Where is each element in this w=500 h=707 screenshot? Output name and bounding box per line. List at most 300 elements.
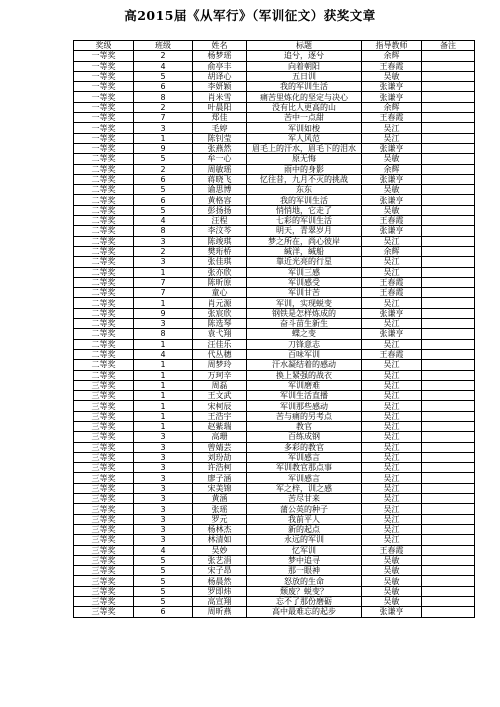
award-level-cell: 二等奖 xyxy=(74,360,134,370)
remarks-cell xyxy=(422,401,475,411)
teacher-cell: 余辉 xyxy=(362,102,422,112)
student-name-cell: 杨梦瑶 xyxy=(193,51,247,61)
teacher-cell: 吴江 xyxy=(362,524,422,534)
remarks-cell xyxy=(422,154,475,164)
table-row xyxy=(74,123,475,133)
teacher-cell: 吴敏 xyxy=(362,154,422,164)
table-row xyxy=(74,360,475,370)
remarks-cell xyxy=(422,164,475,174)
teacher-cell: 张谦亨 xyxy=(362,143,422,153)
student-name-cell: 叶晨阳 xyxy=(193,102,247,112)
remarks-cell xyxy=(422,82,475,92)
teacher-cell: 吴江 xyxy=(362,380,422,390)
table-row xyxy=(74,113,475,123)
award-level-cell: 二等奖 xyxy=(74,288,134,298)
teacher-cell: 王春霞 xyxy=(362,288,422,298)
essay-title-cell: 眉毛上的汗水，眉毛下的泪水 xyxy=(247,143,362,153)
remarks-cell xyxy=(422,545,475,555)
table-row xyxy=(74,401,475,411)
class-cell: 2 xyxy=(134,164,193,174)
table-row xyxy=(74,473,475,483)
remarks-cell xyxy=(422,102,475,112)
class-cell: 5 xyxy=(134,185,193,195)
student-name-cell: 俞亭丰 xyxy=(193,61,247,71)
remarks-cell xyxy=(422,339,475,349)
table-row xyxy=(74,432,475,442)
essay-title-cell: 向着朝阳 xyxy=(247,61,362,71)
class-cell: 5 xyxy=(134,154,193,164)
award-level-cell: 三等奖 xyxy=(74,442,134,452)
remarks-cell xyxy=(422,535,475,545)
class-cell: 7 xyxy=(134,277,193,287)
remarks-cell xyxy=(422,411,475,421)
award-level-cell: 一等奖 xyxy=(74,123,134,133)
remarks-cell xyxy=(422,185,475,195)
essay-title-cell: 苦与痛的另考点 xyxy=(247,411,362,421)
student-name-cell: 肖元源 xyxy=(193,298,247,308)
remarks-cell xyxy=(422,92,475,102)
class-cell: 1 xyxy=(134,133,193,143)
essay-title-cell: 换上紧强的战衣 xyxy=(247,370,362,380)
student-name-cell: 杨晨然 xyxy=(193,576,247,586)
table-row xyxy=(74,576,475,586)
student-name-cell: 宋柯辰 xyxy=(193,401,247,411)
student-name-cell: 黄涵 xyxy=(193,494,247,504)
table-row xyxy=(74,71,475,81)
award-level-cell: 二等奖 xyxy=(74,267,134,277)
class-cell: 3 xyxy=(134,257,193,267)
remarks-cell xyxy=(422,195,475,205)
essay-title-cell: 军训感受 xyxy=(247,277,362,287)
teacher-cell: 吴江 xyxy=(362,494,422,504)
remarks-cell xyxy=(422,442,475,452)
essay-title-cell: 梦之所在，尚心彼岸 xyxy=(247,236,362,246)
student-name-cell: 蒋晓飞 xyxy=(193,174,247,184)
award-level-cell: 二等奖 xyxy=(74,195,134,205)
class-cell: 4 xyxy=(134,545,193,555)
award-level-cell: 一等奖 xyxy=(74,113,134,123)
table-row xyxy=(74,329,475,339)
remarks-cell xyxy=(422,216,475,226)
award-level-cell: 一等奖 xyxy=(74,71,134,81)
table-row xyxy=(74,524,475,534)
table-row xyxy=(74,545,475,555)
table-row xyxy=(74,308,475,318)
award-level-cell: 一等奖 xyxy=(74,61,134,71)
teacher-cell: 张谦亨 xyxy=(362,226,422,236)
award-level-cell: 三等奖 xyxy=(74,504,134,514)
teacher-cell: 王春霞 xyxy=(362,277,422,287)
teacher-cell: 张谦亨 xyxy=(362,329,422,339)
teacher-cell: 吴敏 xyxy=(362,597,422,607)
teacher-cell: 张谦亨 xyxy=(362,195,422,205)
award-level-cell: 三等奖 xyxy=(74,524,134,534)
remarks-cell xyxy=(422,380,475,390)
award-level-cell: 三等奖 xyxy=(74,514,134,524)
award-level-cell: 二等奖 xyxy=(74,329,134,339)
award-level-cell: 二等奖 xyxy=(74,308,134,318)
essay-title-cell: 军训那些感动 xyxy=(247,401,362,411)
student-name-cell: 毛婷 xyxy=(193,123,247,133)
remarks-cell xyxy=(422,349,475,359)
essay-title-cell: 教官 xyxy=(247,421,362,431)
essay-title-cell: 怒放的生命 xyxy=(247,576,362,586)
table-row xyxy=(74,566,475,576)
table-row xyxy=(74,514,475,524)
teacher-cell: 张谦亨 xyxy=(362,92,422,102)
essay-title-cell: 奋斗苗生新生 xyxy=(247,319,362,329)
table-row xyxy=(74,185,475,195)
essay-title-cell: 多彩的教官 xyxy=(247,442,362,452)
student-name-cell: 张燕然 xyxy=(193,143,247,153)
student-name-cell: 万珂辛 xyxy=(193,370,247,380)
essay-title-cell: 我前平人 xyxy=(247,514,362,524)
award-level-cell: 三等奖 xyxy=(74,380,134,390)
essay-title-cell: 忘不了那份磨砺 xyxy=(247,597,362,607)
header-title: 标题 xyxy=(247,41,362,51)
table-row xyxy=(74,370,475,380)
essay-title-cell: 永远的军训 xyxy=(247,535,362,545)
student-name-cell: 李妍颖 xyxy=(193,82,247,92)
class-cell: 3 xyxy=(134,535,193,545)
essay-title-cell: 苦中一点甜 xyxy=(247,113,362,123)
award-level-cell: 二等奖 xyxy=(74,370,134,380)
student-name-cell: 彭扬扬 xyxy=(193,205,247,215)
teacher-cell: 吴江 xyxy=(362,298,422,308)
table-row xyxy=(74,597,475,607)
teacher-cell: 王春霞 xyxy=(362,216,422,226)
table-row xyxy=(74,174,475,184)
class-cell: 6 xyxy=(134,607,193,617)
teacher-cell: 吴江 xyxy=(362,370,422,380)
essay-title-cell: 军训磨难 xyxy=(247,380,362,390)
essay-title-cell: 忆军训 xyxy=(247,545,362,555)
student-name-cell: 胡译心 xyxy=(193,71,247,81)
remarks-cell xyxy=(422,494,475,504)
essay-title-cell: 雨中的身影 xyxy=(247,164,362,174)
class-cell: 2 xyxy=(134,102,193,112)
student-name-cell: 张亦欣 xyxy=(193,267,247,277)
remarks-cell xyxy=(422,329,475,339)
remarks-cell xyxy=(422,267,475,277)
essay-title-cell: 军训感言 xyxy=(247,473,362,483)
class-cell: 7 xyxy=(134,288,193,298)
student-name-cell: 张瑶 xyxy=(193,504,247,514)
table-row xyxy=(74,411,475,421)
award-level-cell: 二等奖 xyxy=(74,236,134,246)
remarks-cell xyxy=(422,504,475,514)
student-name-cell: 汪程 xyxy=(193,216,247,226)
teacher-cell: 吴江 xyxy=(362,123,422,133)
teacher-cell: 吴江 xyxy=(362,391,422,401)
class-cell: 2 xyxy=(134,51,193,61)
remarks-cell xyxy=(422,452,475,462)
header-row xyxy=(74,41,475,51)
remarks-cell xyxy=(422,277,475,287)
remarks-cell xyxy=(422,483,475,493)
table-body xyxy=(74,51,475,617)
remarks-cell xyxy=(422,71,475,81)
teacher-cell: 吴江 xyxy=(362,411,422,421)
award-level-cell: 一等奖 xyxy=(74,143,134,153)
student-name-cell: 汪佳乐 xyxy=(193,339,247,349)
teacher-cell: 吴江 xyxy=(362,257,422,267)
table-row xyxy=(74,195,475,205)
remarks-cell xyxy=(422,257,475,267)
essay-title-cell: 靠近光亮的行星 xyxy=(247,257,362,267)
remarks-cell xyxy=(422,566,475,576)
teacher-cell: 吴江 xyxy=(362,504,422,514)
student-name-cell: 陈选琴 xyxy=(193,319,247,329)
remarks-cell xyxy=(422,576,475,586)
teacher-cell: 王春霞 xyxy=(362,61,422,71)
class-cell: 1 xyxy=(134,391,193,401)
award-level-cell: 一等奖 xyxy=(74,82,134,92)
student-name-cell: 童心 xyxy=(193,288,247,298)
table-row xyxy=(74,267,475,277)
class-cell: 6 xyxy=(134,195,193,205)
teacher-cell: 吴敏 xyxy=(362,205,422,215)
award-level-cell: 二等奖 xyxy=(74,277,134,287)
table-row xyxy=(74,391,475,401)
teacher-cell: 王春霞 xyxy=(362,545,422,555)
student-name-cell: 张佳琪 xyxy=(193,257,247,267)
table-row xyxy=(74,319,475,329)
award-level-cell: 一等奖 xyxy=(74,51,134,61)
teacher-cell: 吴敏 xyxy=(362,566,422,576)
student-name-cell: 黄格容 xyxy=(193,195,247,205)
remarks-cell xyxy=(422,205,475,215)
teacher-cell: 吴江 xyxy=(362,463,422,473)
teacher-cell: 吴敏 xyxy=(362,71,422,81)
table-row xyxy=(74,442,475,452)
remarks-cell xyxy=(422,524,475,534)
essay-title-cell: 梦中追寻 xyxy=(247,555,362,565)
teacher-cell: 吴敏 xyxy=(362,576,422,586)
essay-title-cell: 追兮，逐兮 xyxy=(247,51,362,61)
remarks-cell xyxy=(422,473,475,483)
student-name-cell: 罗即炜 xyxy=(193,586,247,596)
student-name-cell: 高珊 xyxy=(193,432,247,442)
award-level-cell: 二等奖 xyxy=(74,319,134,329)
award-level-cell: 三等奖 xyxy=(74,545,134,555)
table-row xyxy=(74,452,475,462)
header-remarks: 备注 xyxy=(422,41,475,51)
essay-title-cell: 军训感言 xyxy=(247,452,362,462)
class-cell: 3 xyxy=(134,442,193,452)
table-row xyxy=(74,226,475,236)
teacher-cell: 张谦亨 xyxy=(362,174,422,184)
student-name-cell: 杨林杰 xyxy=(193,524,247,534)
table-row xyxy=(74,494,475,504)
teacher-cell: 吴敏 xyxy=(362,185,422,195)
class-cell: 7 xyxy=(134,113,193,123)
essay-title-cell: 军训生活直播 xyxy=(247,391,362,401)
teacher-cell: 张谦亨 xyxy=(362,82,422,92)
student-name-cell: 刘玢劼 xyxy=(193,452,247,462)
essay-title-cell: 颓废？蜕变？ xyxy=(247,586,362,596)
table-row xyxy=(74,154,475,164)
award-level-cell: 三等奖 xyxy=(74,483,134,493)
table-row xyxy=(74,205,475,215)
teacher-cell: 吴江 xyxy=(362,535,422,545)
class-cell: 1 xyxy=(134,298,193,308)
award-level-cell: 三等奖 xyxy=(74,452,134,462)
table-row xyxy=(74,421,475,431)
award-level-cell: 二等奖 xyxy=(74,216,134,226)
table-row xyxy=(74,164,475,174)
essay-title-cell: 蒲公英的种子 xyxy=(247,504,362,514)
class-cell: 5 xyxy=(134,566,193,576)
award-level-cell: 二等奖 xyxy=(74,257,134,267)
teacher-cell: 吴江 xyxy=(362,514,422,524)
award-level-cell: 二等奖 xyxy=(74,185,134,195)
award-level-cell: 二等奖 xyxy=(74,174,134,184)
essay-title-cell: 我的军训生活 xyxy=(247,195,362,205)
student-name-cell: 陈昕原 xyxy=(193,277,247,287)
class-cell: 3 xyxy=(134,463,193,473)
teacher-cell: 吴江 xyxy=(362,360,422,370)
student-name-cell: 谕思博 xyxy=(193,185,247,195)
class-cell: 5 xyxy=(134,597,193,607)
class-cell: 1 xyxy=(134,360,193,370)
award-level-cell: 二等奖 xyxy=(74,339,134,349)
teacher-cell: 吴江 xyxy=(362,432,422,442)
remarks-cell xyxy=(422,246,475,256)
student-name-cell: 廖子涵 xyxy=(193,473,247,483)
essay-title-cell: 军训三感 xyxy=(247,267,362,277)
award-level-cell: 一等奖 xyxy=(74,133,134,143)
essay-title-cell: 军训，实现蜕变 xyxy=(247,298,362,308)
header-student: 姓名 xyxy=(193,41,247,51)
student-name-cell: 周磊 xyxy=(193,380,247,390)
award-level-cell: 二等奖 xyxy=(74,154,134,164)
teacher-cell: 吴江 xyxy=(362,401,422,411)
class-cell: 8 xyxy=(134,226,193,236)
class-cell: 3 xyxy=(134,319,193,329)
remarks-cell xyxy=(422,597,475,607)
teacher-cell: 吴江 xyxy=(362,452,422,462)
award-level-cell: 三等奖 xyxy=(74,494,134,504)
student-name-cell: 李汶芩 xyxy=(193,226,247,236)
teacher-cell: 王春霞 xyxy=(362,113,422,123)
class-cell: 5 xyxy=(134,71,193,81)
essay-title-cell: 苦尽甘来 xyxy=(247,494,362,504)
award-level-cell: 三等奖 xyxy=(74,607,134,617)
teacher-cell: 吴江 xyxy=(362,442,422,452)
remarks-cell xyxy=(422,514,475,524)
header-class: 班级 xyxy=(134,41,193,51)
teacher-cell: 吴江 xyxy=(362,267,422,277)
remarks-cell xyxy=(422,555,475,565)
student-name-cell: 张宸欣 xyxy=(193,308,247,318)
student-name-cell: 陈竣琪 xyxy=(193,236,247,246)
table-row xyxy=(74,339,475,349)
essay-title-cell: 明天，青翠岁月 xyxy=(247,226,362,236)
teacher-cell: 吴江 xyxy=(362,133,422,143)
remarks-cell xyxy=(422,298,475,308)
student-name-cell: 宋美锦 xyxy=(193,483,247,493)
student-name-cell: 代丛穗 xyxy=(193,349,247,359)
class-cell: 1 xyxy=(134,267,193,277)
table-row xyxy=(74,483,475,493)
page-title: 高2015届《从军行》（军训征文）获奖文章 xyxy=(124,8,376,23)
award-level-cell: 二等奖 xyxy=(74,226,134,236)
table-row xyxy=(74,586,475,596)
table-row xyxy=(74,61,475,71)
essay-title-cell: 没有比人更高的山 xyxy=(247,102,362,112)
student-name-cell: 曾婧芸 xyxy=(193,442,247,452)
essay-title-cell: 蝶之变 xyxy=(247,329,362,339)
table-row xyxy=(74,607,475,617)
class-cell: 9 xyxy=(134,143,193,153)
table-row xyxy=(74,463,475,473)
table-row xyxy=(74,236,475,246)
remarks-cell xyxy=(422,51,475,61)
table-row xyxy=(74,257,475,267)
essay-title-cell: 那一眼神 xyxy=(247,566,362,576)
class-cell: 5 xyxy=(134,555,193,565)
table-row xyxy=(74,535,475,545)
remarks-cell xyxy=(422,236,475,246)
teacher-cell: 吴江 xyxy=(362,339,422,349)
award-level-cell: 三等奖 xyxy=(74,432,134,442)
award-level-cell: 三等奖 xyxy=(74,586,134,596)
essay-title-cell: 钢铁是怎样炼成的 xyxy=(247,308,362,318)
table-row xyxy=(74,246,475,256)
essay-title-cell: 军之梓，训之感 xyxy=(247,483,362,493)
essay-title-cell: 汗水凝结着的感动 xyxy=(247,360,362,370)
essay-title-cell: 刀锋意志 xyxy=(247,339,362,349)
award-table xyxy=(73,40,475,618)
table-row xyxy=(74,92,475,102)
class-cell: 4 xyxy=(134,349,193,359)
student-name-cell: 吴妙 xyxy=(193,545,247,555)
table-row xyxy=(74,277,475,287)
class-cell: 6 xyxy=(134,82,193,92)
teacher-cell: 吴江 xyxy=(362,421,422,431)
teacher-cell: 余辉 xyxy=(362,164,422,174)
remarks-cell xyxy=(422,143,475,153)
class-cell: 8 xyxy=(134,329,193,339)
class-cell: 3 xyxy=(134,473,193,483)
class-cell: 1 xyxy=(134,411,193,421)
student-name-cell: 袁弋翔 xyxy=(193,329,247,339)
class-cell: 6 xyxy=(134,174,193,184)
student-name-cell: 高宣翔 xyxy=(193,597,247,607)
student-name-cell: 张艺涓 xyxy=(193,555,247,565)
class-cell: 3 xyxy=(134,514,193,524)
teacher-cell: 吴江 xyxy=(362,236,422,246)
remarks-cell xyxy=(422,133,475,143)
table-row xyxy=(74,216,475,226)
class-cell: 3 xyxy=(134,524,193,534)
class-cell: 5 xyxy=(134,576,193,586)
award-level-cell: 二等奖 xyxy=(74,246,134,256)
award-level-cell: 二等奖 xyxy=(74,298,134,308)
class-cell: 3 xyxy=(134,494,193,504)
award-level-cell: 一等奖 xyxy=(74,92,134,102)
essay-title-cell: 东东 xyxy=(247,185,362,195)
table-row xyxy=(74,298,475,308)
class-cell: 1 xyxy=(134,339,193,349)
remarks-cell xyxy=(422,421,475,431)
remarks-cell xyxy=(422,226,475,236)
remarks-cell xyxy=(422,391,475,401)
class-cell: 3 xyxy=(134,504,193,514)
essay-title-cell: 缄洋，缄船 xyxy=(247,246,362,256)
award-level-cell: 三等奖 xyxy=(74,463,134,473)
